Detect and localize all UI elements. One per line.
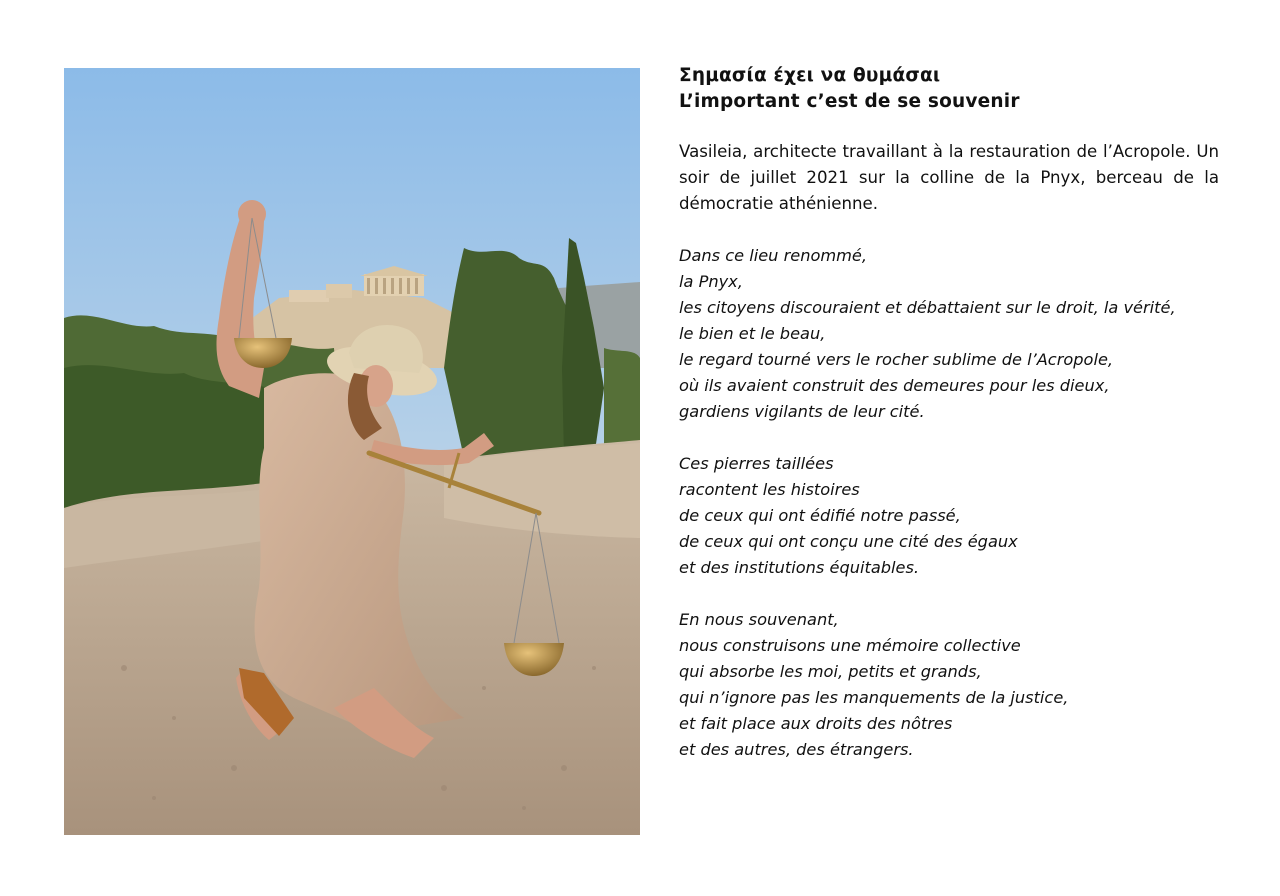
text-column (679, 63, 1219, 763)
stanza-line: Dans ce lieu renommé, (679, 246, 868, 265)
title-french: L’important c’est de se souvenir (679, 91, 1020, 112)
stanza-line: et des autres, des étrangers. (679, 740, 914, 759)
stanza-1 (679, 243, 1219, 425)
stanza-line: et des institutions équitables. (679, 558, 920, 577)
stanza-line: gardiens vigilants de leur cité. (679, 402, 925, 421)
stanza-line: où ils avaient construit des demeures pour les dieux, (679, 376, 1110, 395)
stanza-line: le bien et le beau, (679, 324, 826, 343)
stanza-2 (679, 451, 1219, 581)
stanza-3 (679, 607, 1219, 763)
stanza-line: qui n’ignore pas les manquements de la justice, (679, 688, 1069, 707)
title (679, 63, 1219, 115)
photo-woman-with-scales-pnyx (64, 68, 640, 835)
stanza-line: qui absorbe les moi, petits et grands, (679, 662, 982, 681)
title-greek: Σημασία έχει να θυμάσαι (679, 65, 941, 86)
photo-illustration (64, 68, 640, 835)
stanza-line: les citoyens discouraient et débattaient sur le droit, la vérité, (679, 298, 1176, 317)
stanza-line: En nous souvenant, (679, 610, 839, 629)
stanza-line: de ceux qui ont conçu une cité des égaux (679, 532, 1018, 551)
stanza-line: Ces pierres taillées (679, 454, 834, 473)
stanza-line: de ceux qui ont édifié notre passé, (679, 506, 961, 525)
stanza-line: nous construisons une mémoire collective (679, 636, 1021, 655)
stanza-line: et fait place aux droits des nôtres (679, 714, 953, 733)
stanza-line: racontent les histoires (679, 480, 860, 499)
stanza-line: le regard tourné vers le rocher sublime de l’Acropole, (679, 350, 1114, 369)
intro-paragraph: Vasileia, architecte travaillant à la restauration de l’Acropole. Un soir de juillet 2021 sur la colline de la Pnyx, berceau de la démocratie athénienne. (679, 142, 1219, 213)
stanza-line: la Pnyx, (679, 272, 743, 291)
